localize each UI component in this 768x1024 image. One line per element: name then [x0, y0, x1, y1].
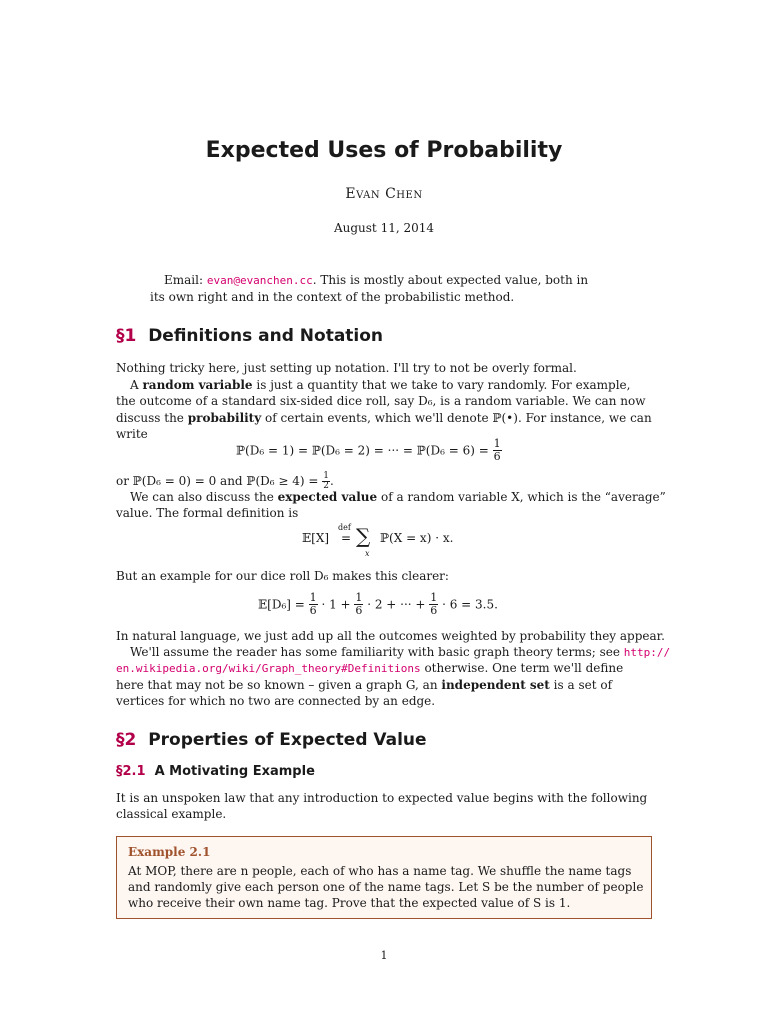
eq1-num: 1	[493, 437, 501, 450]
text: otherwise. One term we'll define	[420, 661, 624, 675]
eq2-lhs: 𝔼[X]	[302, 531, 330, 545]
section-2-number: §2	[116, 730, 137, 750]
example-line-1: At MOP, there are n people, each of who has a name tag. We shuffle the name tags	[128, 864, 632, 878]
section-1-number: §1	[116, 326, 137, 346]
term-random-variable: random variable	[142, 378, 253, 392]
frac-num: 1	[355, 591, 363, 604]
eq1-den: 6	[493, 450, 501, 463]
p3-den: 2	[323, 481, 329, 491]
s1-p7-line-2	[116, 660, 623, 677]
abstract-text: . This is mostly about expected value, both in	[312, 273, 589, 287]
wiki-link-part-2[interactable]: en.wikipedia.org/wiki/Graph_theory#Definitions	[116, 662, 421, 675]
eq1-left: ℙ(D₆ = 1) = ℙ(D₆ = 2) = ··· = ℙ(D₆ = 6) =	[236, 443, 493, 458]
equation-1	[236, 438, 502, 463]
s1-p5: But an example for our dice roll D₆ makes this clearer:	[116, 569, 449, 583]
eq2-sum: ∑	[356, 524, 371, 548]
frac-den: 6	[355, 604, 363, 617]
p3-num: 1	[323, 471, 329, 481]
text: is a set of	[549, 678, 613, 692]
example-line-3: who receive their own name tag. Prove that the expected value of S is 1.	[128, 896, 571, 910]
eq3-frac-1	[309, 592, 318, 617]
term-probability: probability	[187, 411, 262, 425]
section-1-heading	[116, 326, 383, 346]
s2-p1-line-2: classical example.	[116, 807, 227, 821]
author-name: Evan Chen	[345, 186, 423, 202]
s1-p4-line-2: value. The formal definition is	[116, 506, 299, 520]
s1-p4-line-1	[130, 489, 666, 505]
term-independent-set: independent set	[441, 678, 550, 692]
s1-p7-line-3	[116, 677, 612, 693]
eq3-term-2: · 2 + ··· +	[363, 597, 430, 612]
abstract-prefix: Email:	[164, 273, 207, 287]
subsection-2-1-number: §2.1	[116, 764, 146, 779]
eq3-term-1: · 1 +	[317, 597, 355, 612]
text: A	[130, 378, 143, 392]
abstract-line-2: its own right and in the context of the probabilistic method.	[150, 290, 515, 304]
wiki-link-part-1[interactable]: http://	[623, 646, 671, 659]
paper-date: August 11, 2014	[333, 221, 435, 235]
section-2-title: Properties of Expected Value	[148, 730, 427, 750]
frac-num: 1	[430, 591, 438, 604]
text: .	[329, 474, 334, 488]
s1-p2-line-4: write	[116, 427, 148, 441]
paper-title: Expected Uses of Probability	[205, 138, 563, 163]
frac-den: 6	[309, 604, 317, 617]
s1-p2-line-2: the outcome of a standard six-sided dice roll, say D₆, is a random variable. We can now	[116, 394, 646, 408]
text: of certain events, which we'll denote ℙ(•). For instance, we can	[261, 411, 652, 425]
section-1-title: Definitions and Notation	[148, 326, 384, 346]
s1-p2-line-3	[116, 410, 652, 426]
abstract-line-1	[164, 272, 588, 289]
subsection-2-1-title: A Motivating Example	[154, 764, 315, 779]
eq3-term-3: · 6 = 3.5.	[438, 597, 498, 612]
eq3-lhs: 𝔼[D₆] =	[258, 597, 309, 612]
text: We can also discuss the	[130, 490, 278, 504]
text: is just a quantity that we take to vary randomly. For example,	[252, 378, 631, 392]
eq2-rhs: ℙ(X = x) · x.	[380, 531, 454, 545]
text: here that may not be so known – given a graph G, an	[116, 678, 442, 692]
eq2-def: def	[338, 523, 351, 532]
s1-p2-line-1	[130, 377, 630, 393]
example-title: Example 2.1	[128, 845, 211, 859]
s1-p7-line-4: vertices for which no two are connected by an edge.	[116, 694, 436, 708]
frac-num: 1	[309, 591, 317, 604]
text: We'll assume the reader has some familiarity with basic graph theory terms; see	[130, 645, 624, 659]
s1-p6: In natural language, we just add up all the outcomes weighted by probability they appear.	[116, 629, 665, 643]
email-link[interactable]: evan@evanchen.cc	[206, 274, 313, 287]
term-expected-value: expected value	[277, 490, 378, 504]
text: or ℙ(D₆ = 0) = 0 and ℙ(D₆ ≥ 4) =	[116, 474, 323, 488]
subsection-2-1-heading	[116, 764, 315, 779]
s1-p7-line-1	[130, 644, 670, 661]
eq2-equals: =	[341, 531, 352, 545]
text: discuss the	[116, 411, 188, 425]
eq1-fraction	[493, 438, 502, 463]
equation-3	[258, 592, 498, 617]
example-line-2: and randomly give each person one of the name tags. Let S be the number of people	[128, 880, 644, 894]
frac-den: 6	[430, 604, 438, 617]
eq3-frac-3	[429, 592, 438, 617]
s2-p1-line-1: It is an unspoken law that any introduction to expected value begins with the following	[116, 791, 648, 805]
eq2-sub: x	[365, 549, 370, 558]
s1-paragraph-1: Nothing tricky here, just setting up notation. I'll try to not be overly formal.	[116, 361, 577, 375]
section-2-heading	[116, 730, 427, 750]
text: of a random variable X, which is the “average”	[377, 490, 666, 504]
page-number: 1	[380, 949, 388, 962]
example-box	[116, 836, 652, 919]
